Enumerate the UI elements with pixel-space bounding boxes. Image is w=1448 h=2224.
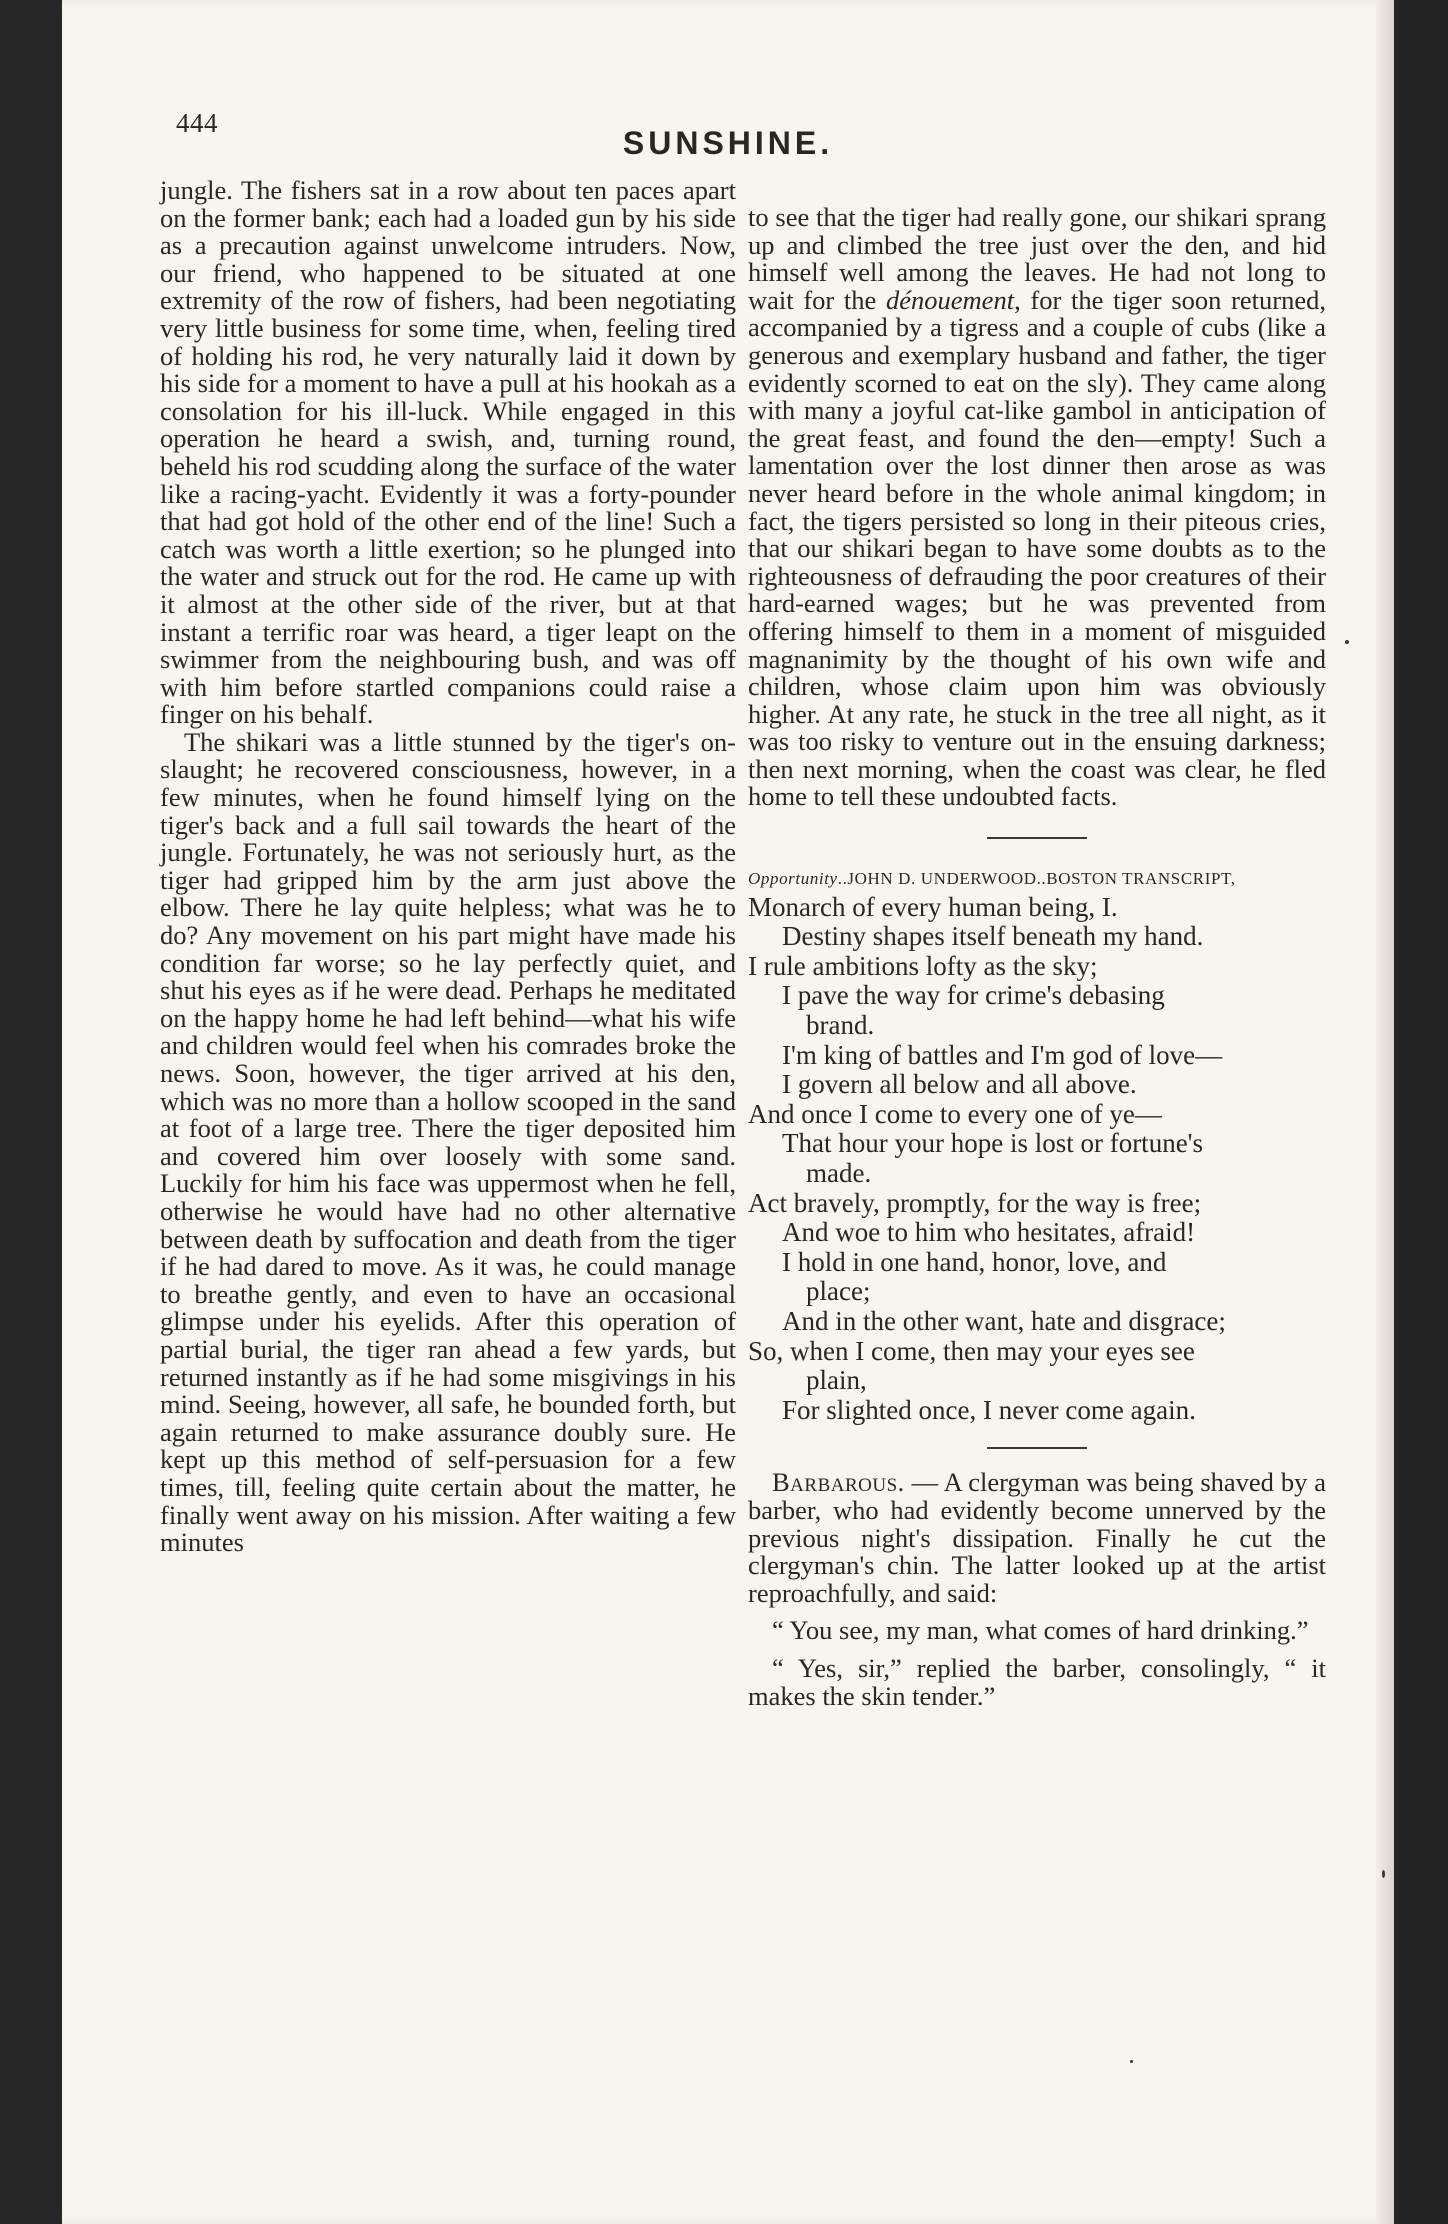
continuation-text: to see that the tiger had really gone, our shikari sprang up and climbed the tree just over the den, and hid himself well among the leaves. He had not long to wait for the <box>748 202 1326 315</box>
left-column <box>160 177 736 1557</box>
section-divider <box>987 1447 1087 1449</box>
poem-attribution <box>748 865 1326 893</box>
poem-line: brand. <box>806 1010 875 1041</box>
anecdote-heading: Barbarous. <box>772 1467 905 1498</box>
scan-border-left <box>0 0 62 2224</box>
anecdote-quote: “ Yes, sir,” replied the barber, consolingly, “ it makes the skin tender.” <box>748 1652 1326 1711</box>
section-divider <box>987 837 1087 839</box>
poem-line: made. <box>806 1158 872 1188</box>
poem-source: ..JOHN D. UNDERWOOD..BOSTON TRANSCRIPT, <box>837 869 1236 889</box>
scan-speck <box>1130 2060 1133 2063</box>
story-paragraph: The shikari was a little stunned by the tiger's on-slaught; he recovered consciousness, however, in a few minutes, when he found himself lying on the tiger's back and a full sail towards the heart of the jungle. Fortunately, he was not seriously hurt, as the tiger had gripped him by the arm just above the elbow. There he lay quite helpless; what was he to do? Any movement on his part might have made his condition far worse; so he lay perfectly quiet, and shut his eyes as if he were dead. Perhaps he meditated on the happy home he had left behind—what his wife and children would feel when his comrades broke the news. Soon, however, the tiger arrived at his den, which was no more than a hollow scooped in the sand at foot of a large tree. There the tiger deposited him and covered him over loosely with some sand. Luckily for him his face was uppermost when he fell, otherwise he would have had no other alternative between death by suffocation and death from the tiger if he had dared to move. As it was, he could manage to breathe gently, and even to have an occasional glimpse under his eyelids. After this operation of partial burial, the tiger ran ahead a few yards, but returned instantly as if he had some misgivings in his mind. Seeing, however, all safe, he bounded forth, but again returned to make assurance doubly sure. He kept up this method of self-persuasion for a few times, till, feeling quite certain about the matter, he finally went away on his mission. After waiting a few minutes <box>160 726 736 1558</box>
poem-line: Destiny shapes itself beneath my hand. <box>782 921 1204 952</box>
poem-title: Opportunity <box>748 869 838 889</box>
scan-speck <box>1382 1870 1385 1878</box>
poem-line: Act bravely, promptly, for the way is free; <box>748 1187 1202 1218</box>
story-paragraph: jungle. The fishers sat in a row about ten paces apart on the former bank; each had a loaded gun by his side as a precaution against unwelcome intruders. Now, our friend, who happened to be situated at one extremity of the row of fishers, had been negotiating very little business for some time, when, feeling tired of holding his rod, he very naturally laid it down by his side for a moment to have a pull at his hookah as a consolation for his ill-luck. While engaged in this operation he heard a swish, and, turning round, beheld his rod scudding along the surface of the water like a racing-yacht. Evidently it was a forty-pounder that had got hold of the other end of the line! Such a catch was worth a little exertion; so he plunged into the water and struck out for the rod. He came up with it almost at the other side of the river, but at that instant a terrific roar was heard, a tiger leapt on the swimmer from the neighbouring bush, and was off with him before startled companions could raise a finger on his behalf. <box>160 175 736 730</box>
page-number: 444 <box>176 108 218 138</box>
continuation-text: , for the tiger soon returned, accompanied by a tigress and a couple of cubs (like a generous and exemplary husband and father, the tiger evidently scorned to eat on the sly). They came along with many a joyful cat-like gambol in anticipation of the great feast, and found the den—empty! Such a lamentation over the lost dinner then arose as was never heard before in the whole animal kingdom; in fact, the tigers persisted so long in their piteous cries, that our shikari began to have some doubts as to the righteousness of defrauding the poor creatures of their hard-earned wages; but he was prevented from offering himself to them in a moment of misguided magnanimity by the thought of his own wife and children, whose claim upon him was obviously higher. At any rate, he stuck in the tree all night, as it was too risky to venture out in the ensuing darkness; then next morning, when the coast was clear, he fled home to tell these undoubted facts. <box>748 284 1327 812</box>
poem-line: And in the other want, hate and disgrace; <box>782 1305 1226 1336</box>
anecdote-quote: “ You see, my man, what comes of hard drinking.” <box>772 1615 1309 1646</box>
poem-line: And once I come to every one of ye— <box>748 1098 1162 1129</box>
poem-line: I govern all below and all above. <box>782 1069 1137 1100</box>
poem-line: I hold in one hand, honor, love, and <box>782 1246 1167 1277</box>
poem-line: That hour your hope is lost or fortune's <box>782 1128 1204 1159</box>
poem-line: So, when I come, then may your eyes see <box>748 1335 1195 1366</box>
scan-speck <box>1345 640 1349 644</box>
poem-line: And woe to him who hesitates, afraid! <box>782 1217 1196 1248</box>
poem-line: I pave the way for crime's debasing <box>782 980 1165 1011</box>
poem <box>748 893 1326 1426</box>
poem-line: Monarch of every human being, I. <box>748 891 1118 922</box>
poem-line: place; <box>806 1276 871 1307</box>
poem-line: I rule ambitions lofty as the sky; <box>748 950 1098 981</box>
anecdote-paragraph <box>748 1469 1326 1607</box>
poem-line: I'm king of battles and I'm god of love— <box>782 1039 1223 1070</box>
anecdote-body: — A clergyman was being shaved by a barber, who had evidently become unnerved by the previous night's dissipation. Finally he cut the clergyman's chin. The latter looked up at the artist reproachfully, and said: <box>748 1467 1326 1608</box>
continuation-italic: dénouement <box>886 284 1015 315</box>
page-title: SUNSHINE. <box>622 125 834 161</box>
poem-line: plain, <box>806 1365 867 1396</box>
page-fold-shadow <box>1376 0 1394 2224</box>
right-column <box>748 204 1326 1710</box>
scan-border-right <box>1394 0 1448 2224</box>
story-continuation <box>748 204 1326 811</box>
poem-line: For slighted once, I never come again. <box>782 1394 1196 1425</box>
